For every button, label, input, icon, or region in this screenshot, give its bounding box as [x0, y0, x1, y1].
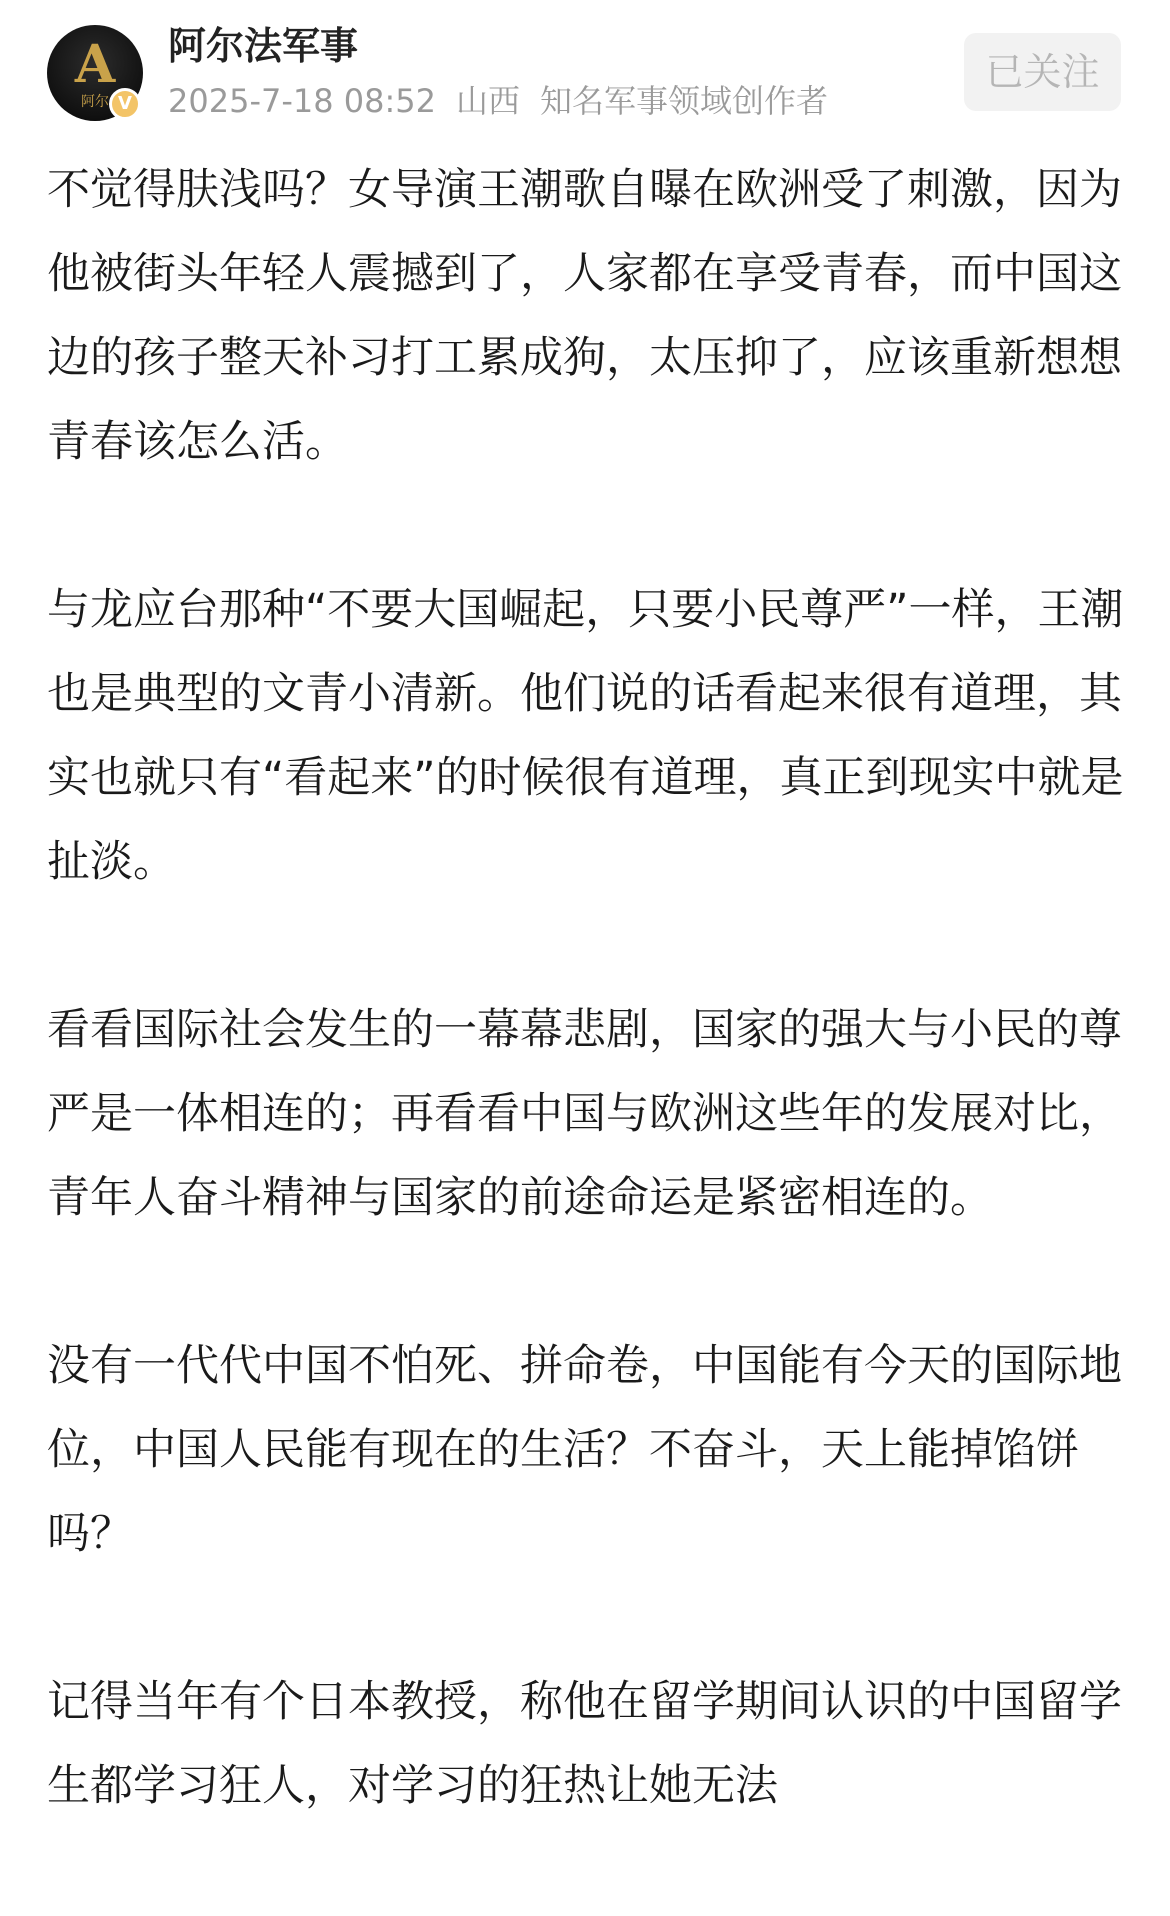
post-paragraph: 与龙应台那种“不要大国崛起，只要小民尊严”一样，王潮也是典型的文青小清新。他们说的话看起来很有道理，其实也就只有“看起来”的时候很有道理，真正到现实中就是扯淡。 [47, 585, 1124, 887]
follow-button[interactable]: 已关注 [964, 33, 1121, 111]
author-title: 知名军事领域创作者 [540, 82, 829, 120]
post-header [0, 0, 1170, 135]
post-datetime: 2025-7-18 08:52 [168, 82, 436, 120]
post-paragraph: 记得当年有个日本教授，称他在留学期间认识的中国留学生都学习狂人，对学习的狂热让她无法 [47, 1677, 1122, 1811]
post-meta [168, 80, 848, 122]
author-name[interactable]: 阿尔法军事 [168, 24, 359, 68]
avatar-logo-text: 阿尔 [81, 94, 109, 110]
post-paragraph: 没有一代代中国不怕死、拼命卷，中国能有今天的国际地位，中国人民能有现在的生活？不奋斗，天上能掉馅饼吗？ [47, 1341, 1122, 1559]
bottom-fade [0, 1876, 1170, 1916]
post-location: 山西 [456, 82, 521, 120]
post-paragraph: 不觉得肤浅吗？女导演王潮歌自曝在欧洲受了刺激，因为他被街头年轻人震撼到了，人家都在享受青春，而中国这边的孩子整天补习打工累成狗，太压抑了，应该重新想想青春该怎么活。 [47, 165, 1122, 467]
post-paragraph: 看看国际社会发生的一幕幕悲剧，国家的强大与小民的尊严是一体相连的；再看看中国与欧洲这些年的发展对比，青年人奋斗精神与国家的前途命运是紧密相连的。 [47, 1005, 1122, 1223]
verified-badge-icon: V [109, 88, 141, 120]
alpha-logo-icon: A [74, 34, 116, 95]
post-content [47, 148, 1127, 1912]
